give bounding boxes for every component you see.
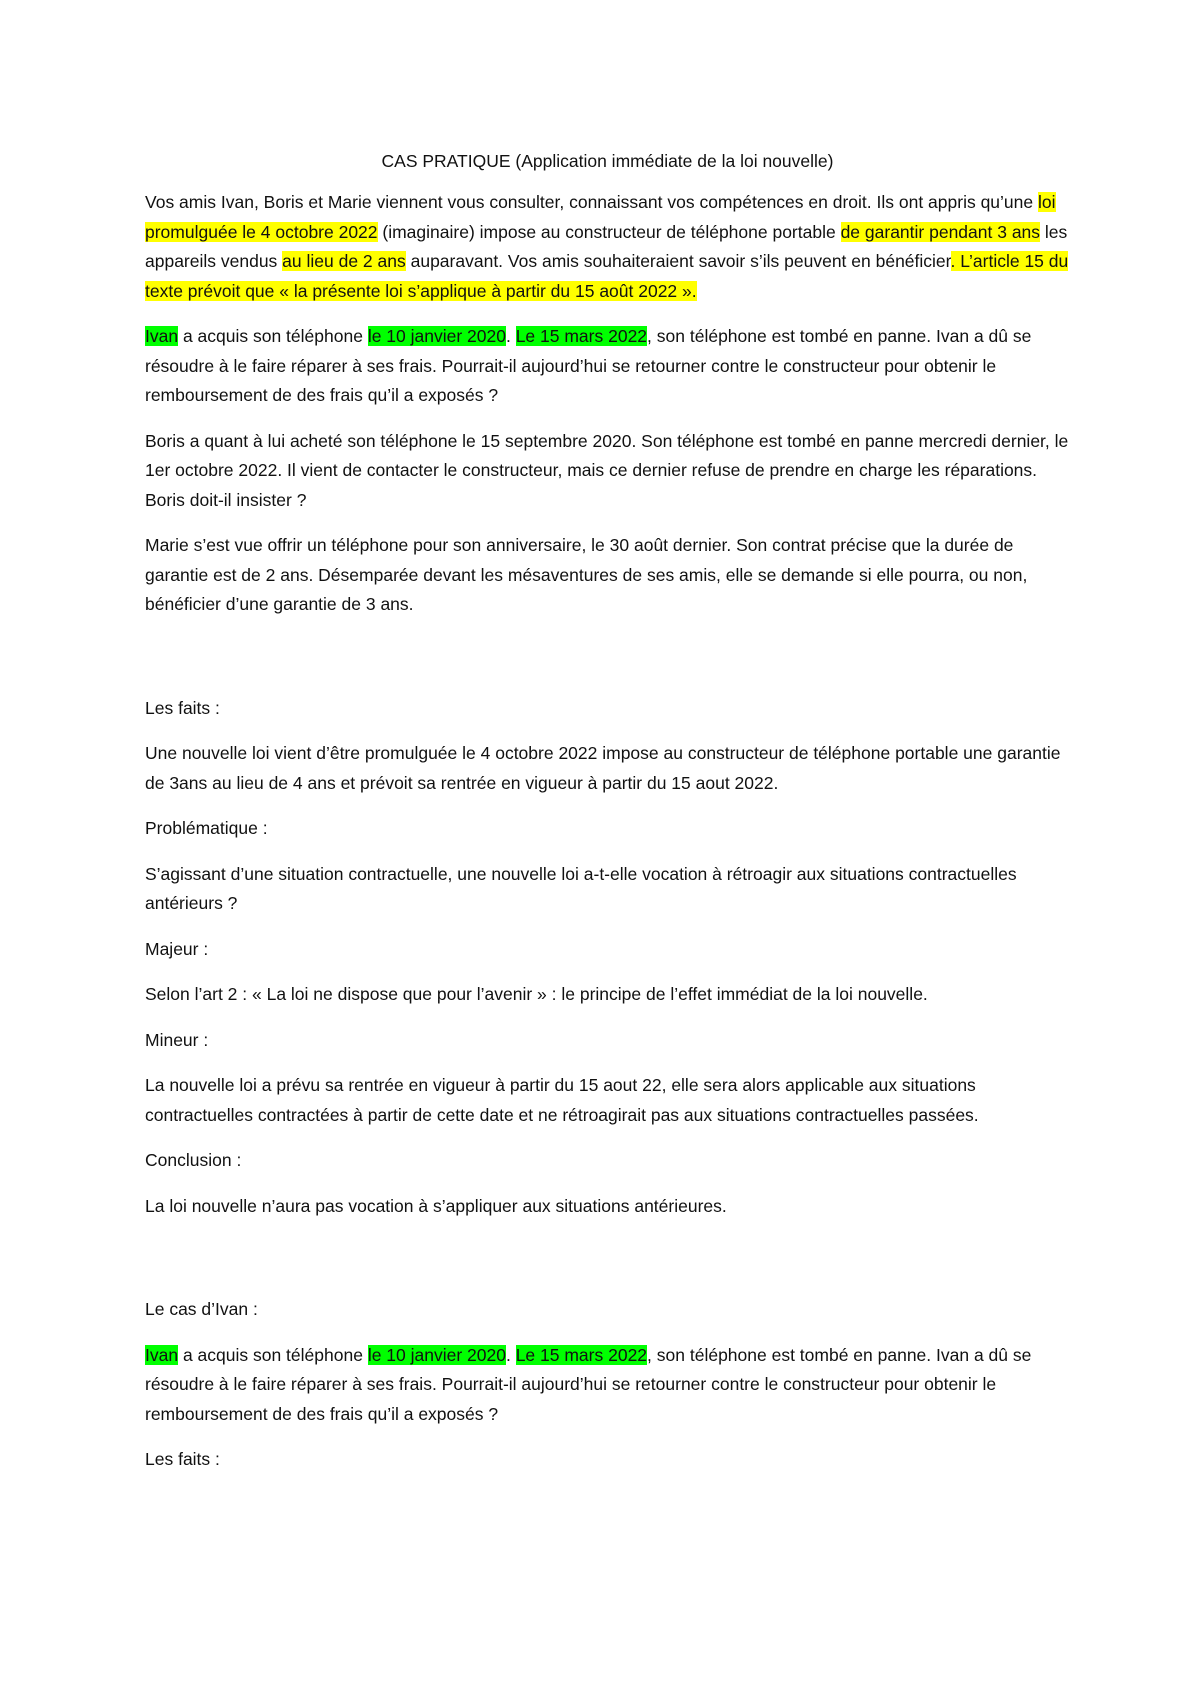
document-title: CAS PRATIQUE (Application immédiate de la loi nouvelle) <box>381 151 834 171</box>
highlight-garantie-3ans: de garantir pendant 3 ans <box>840 221 1041 242</box>
conclusion-text: La loi nouvelle n’aura pas vocation à s’appliquer aux situations antérieures. <box>145 1195 727 1216</box>
highlight-loi-date: loi promulguée le 4 octobre 2022 <box>145 192 1056 242</box>
ivan-text-1: a acquis son téléphone <box>178 1344 368 1365</box>
faits-label: Les faits : <box>145 697 220 718</box>
highlight-10-janvier: le 10 janvier 2020 <box>367 1344 506 1365</box>
highlight-2ans: au lieu de 2 ans <box>282 251 406 271</box>
spacer <box>145 636 1070 694</box>
majeur-label: Majeur : <box>145 938 209 959</box>
ivan-text-3: , son téléphone est tombé en panne. Ivan a dû se résoudre à le faire réparer à ses frais. Pourrait-il aujourd’hui se retourner contre le constructeur pour obtenir le remboursement de des frais qu’il a exposés ? <box>145 326 1032 405</box>
cas-ivan-faits-label: Les faits : <box>145 1449 220 1469</box>
intro-text-1: Vos amis Ivan, Boris et Marie viennent vous consulter, connaissant vos compétences en droit. Ils ont appris qu’une <box>145 192 1038 212</box>
highlight-ivan: Ivan <box>145 1344 179 1365</box>
faits-text: Une nouvelle loi vient d’être promulguée le 4 octobre 2022 impose au constructeur de téléphone portable une garantie de 3ans au lieu de 4 ans et prévoit sa rentrée en vigueur à partir du 15 aout 2022. <box>145 743 1061 793</box>
ivan-text-1: a acquis son téléphone <box>178 326 368 346</box>
mineur-label: Mineur : <box>145 1029 209 1050</box>
intro-text-2: (imaginaire) impose au constructeur de téléphone portable <box>377 221 841 242</box>
boris-paragraph: Boris a quant à lui acheté son téléphone le 15 septembre 2020. Son téléphone est tombé en panne mercredi dernier, le 1er octobre 2022. Il vient de contacter le constructeur, mais ce dernier refuse de prendre en charge les réparations. Boris doit-il insister ? <box>145 430 1069 510</box>
intro-paragraph <box>145 188 1070 306</box>
ivan-paragraph <box>145 322 1070 411</box>
intro-text-4: auparavant. Vos amis souhaiteraient savoir s’ils peuvent en bénéficier <box>405 251 951 271</box>
majeur-text: Selon l’art 2 : « La loi ne dispose que pour l’avenir » : le principe de l’effet immédiat de la loi nouvelle. <box>145 984 928 1004</box>
ivan-text-2: . <box>505 1344 516 1365</box>
cas-ivan-label: Le cas d’Ivan : <box>145 1299 258 1319</box>
highlight-article-15: . L’article 15 du texte prévoit que « la présente loi s’applique à partir du 15 août 2022 ». <box>145 251 1069 301</box>
highlight-15-mars: Le 15 mars 2022 <box>515 326 648 346</box>
highlight-ivan: Ivan <box>145 326 179 346</box>
highlight-10-janvier: le 10 janvier 2020 <box>367 326 506 346</box>
ivan-text-2: . <box>505 326 516 346</box>
conclusion-label: Conclusion : <box>145 1150 242 1170</box>
problematique-text: S’agissant d’une situation contractuelle, une nouvelle loi a-t-elle vocation à rétroagir aux situations contractuelles antérieurs ? <box>145 863 1017 913</box>
marie-paragraph: Marie s’est vue offrir un téléphone pour son anniversaire, le 30 août dernier. Son contrat précise que la durée de garantie est de 2 ans. Désemparée devant les mésaventures de ses amis, elle se demande si elle pourra, ou non, bénéficier d’une garantie de 3 ans. <box>145 535 1028 614</box>
problematique-label: Problématique : <box>145 818 268 838</box>
ivan-paragraph-repeat <box>145 1341 1070 1430</box>
intro-text-3: les appareils vendus <box>145 221 1068 271</box>
spacer <box>145 1237 1070 1295</box>
ivan-text-3: , son téléphone est tombé en panne. Ivan a dû se résoudre à le faire réparer à ses frais. Pourrait-il aujourd’hui se retourner contre le constructeur pour obtenir le remboursement de des frais qu’il a exposés ? <box>145 1344 1032 1424</box>
mineur-text: La nouvelle loi a prévu sa rentrée en vigueur à partir du 15 aout 22, elle sera alors applicable aux situations contractuelles contractées à partir de cette date et ne rétroagirait pas aux situations contractuelles passées. <box>145 1075 979 1125</box>
highlight-15-mars: Le 15 mars 2022 <box>515 1344 648 1365</box>
